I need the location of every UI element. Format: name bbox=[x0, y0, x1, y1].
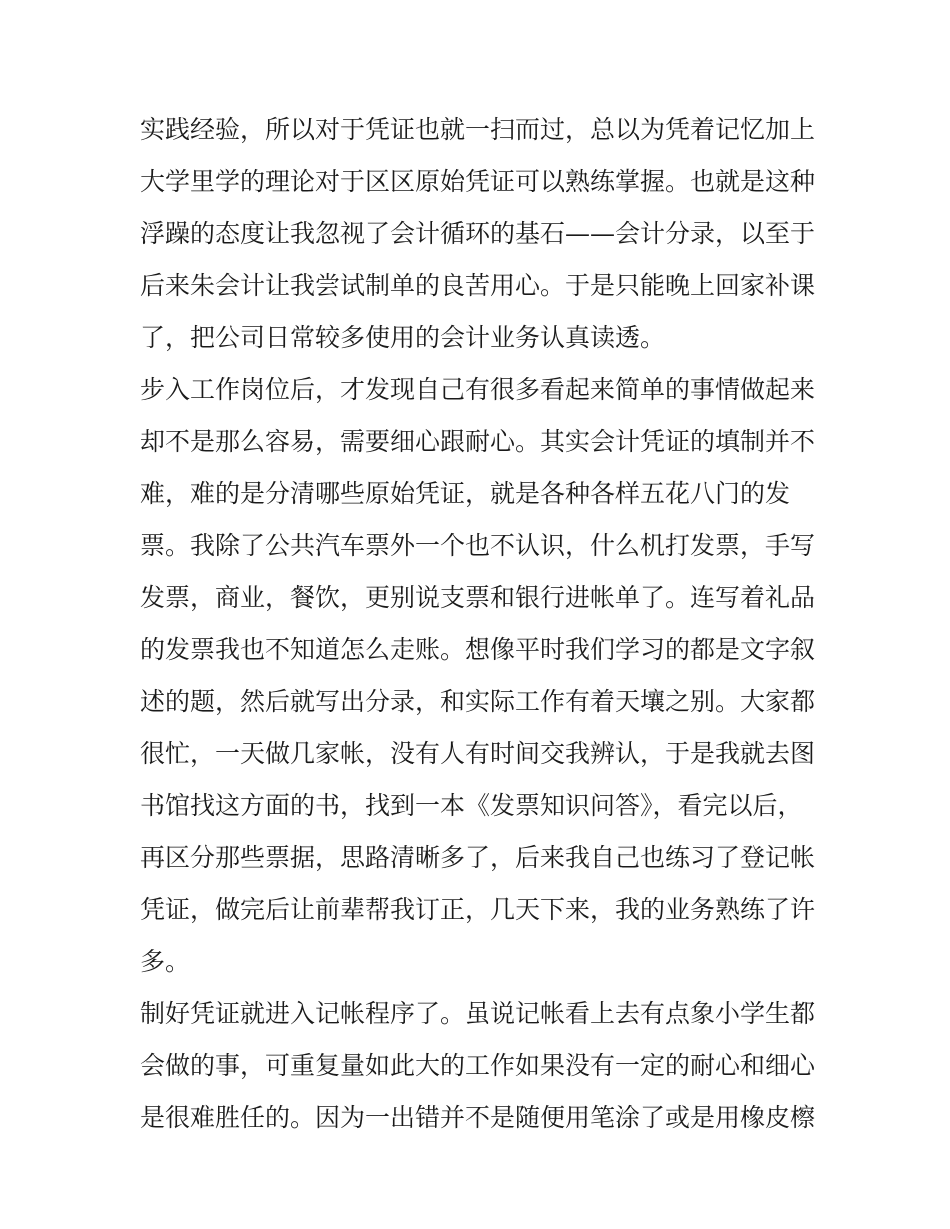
text-line: 实践经验，所以对于凭证也就一扫而过，总以为凭着记忆加上 bbox=[140, 115, 816, 144]
text-line: 发票，商业，餐饮，更别说支票和银行进帐单了。连写着礼品 bbox=[140, 583, 816, 612]
text-line: 却不是那么容易，需要细心跟耐心。其实会计凭证的填制并不 bbox=[140, 427, 816, 456]
text-line: 会做的事，可重复量如此大的工作如果没有一定的耐心和细心 bbox=[140, 1051, 816, 1080]
body-text bbox=[140, 104, 820, 1144]
text-line: 述的题，然后就写出分录，和实际工作有着天壤之别。大家都 bbox=[140, 687, 816, 716]
text-line: 很忙，一天做几家帐，没有人有时间交我辨认，于是我就去图 bbox=[140, 739, 816, 768]
text-line: 凭证，做完后让前辈帮我订正，几天下来，我的业务熟练了许 bbox=[140, 895, 816, 924]
text-line: 大学里学的理论对于区区原始凭证可以熟练掌握。也就是这种 bbox=[140, 167, 816, 196]
text-line: 再区分那些票据，思路清晰多了，后来我自己也练习了登记帐 bbox=[140, 843, 816, 872]
text-line: 书馆找这方面的书，找到一本《发票知识问答》，看完以后， bbox=[140, 791, 803, 820]
text-line: 制好凭证就进入记帐程序了。虽说记帐看上去有点象小学生都 bbox=[140, 999, 816, 1028]
text-line: 难，难的是分清哪些原始凭证，就是各种各样五花八门的发 bbox=[140, 479, 791, 508]
text-line: 了，把公司日常较多使用的会计业务认真读透。 bbox=[140, 323, 666, 352]
text-line: 是很难胜任的。因为一出错并不是随便用笔涂了或是用橡皮檫 bbox=[140, 1103, 816, 1132]
text-line: 步入工作岗位后，才发现自己有很多看起来简单的事情做起来 bbox=[140, 375, 816, 404]
text-line: 的发票我也不知道怎么走账。想像平时我们学习的都是文字叙 bbox=[140, 635, 816, 664]
text-line: 票。我除了公共汽车票外一个也不认识，什么机打发票，手写 bbox=[140, 531, 816, 560]
text-line: 后来朱会计让我尝试制单的良苦用心。于是只能晚上回家补课 bbox=[140, 271, 816, 300]
text-line: 多。 bbox=[140, 947, 191, 976]
text-line: 浮躁的态度让我忽视了会计循环的基石——会计分录，以至于 bbox=[140, 219, 816, 248]
